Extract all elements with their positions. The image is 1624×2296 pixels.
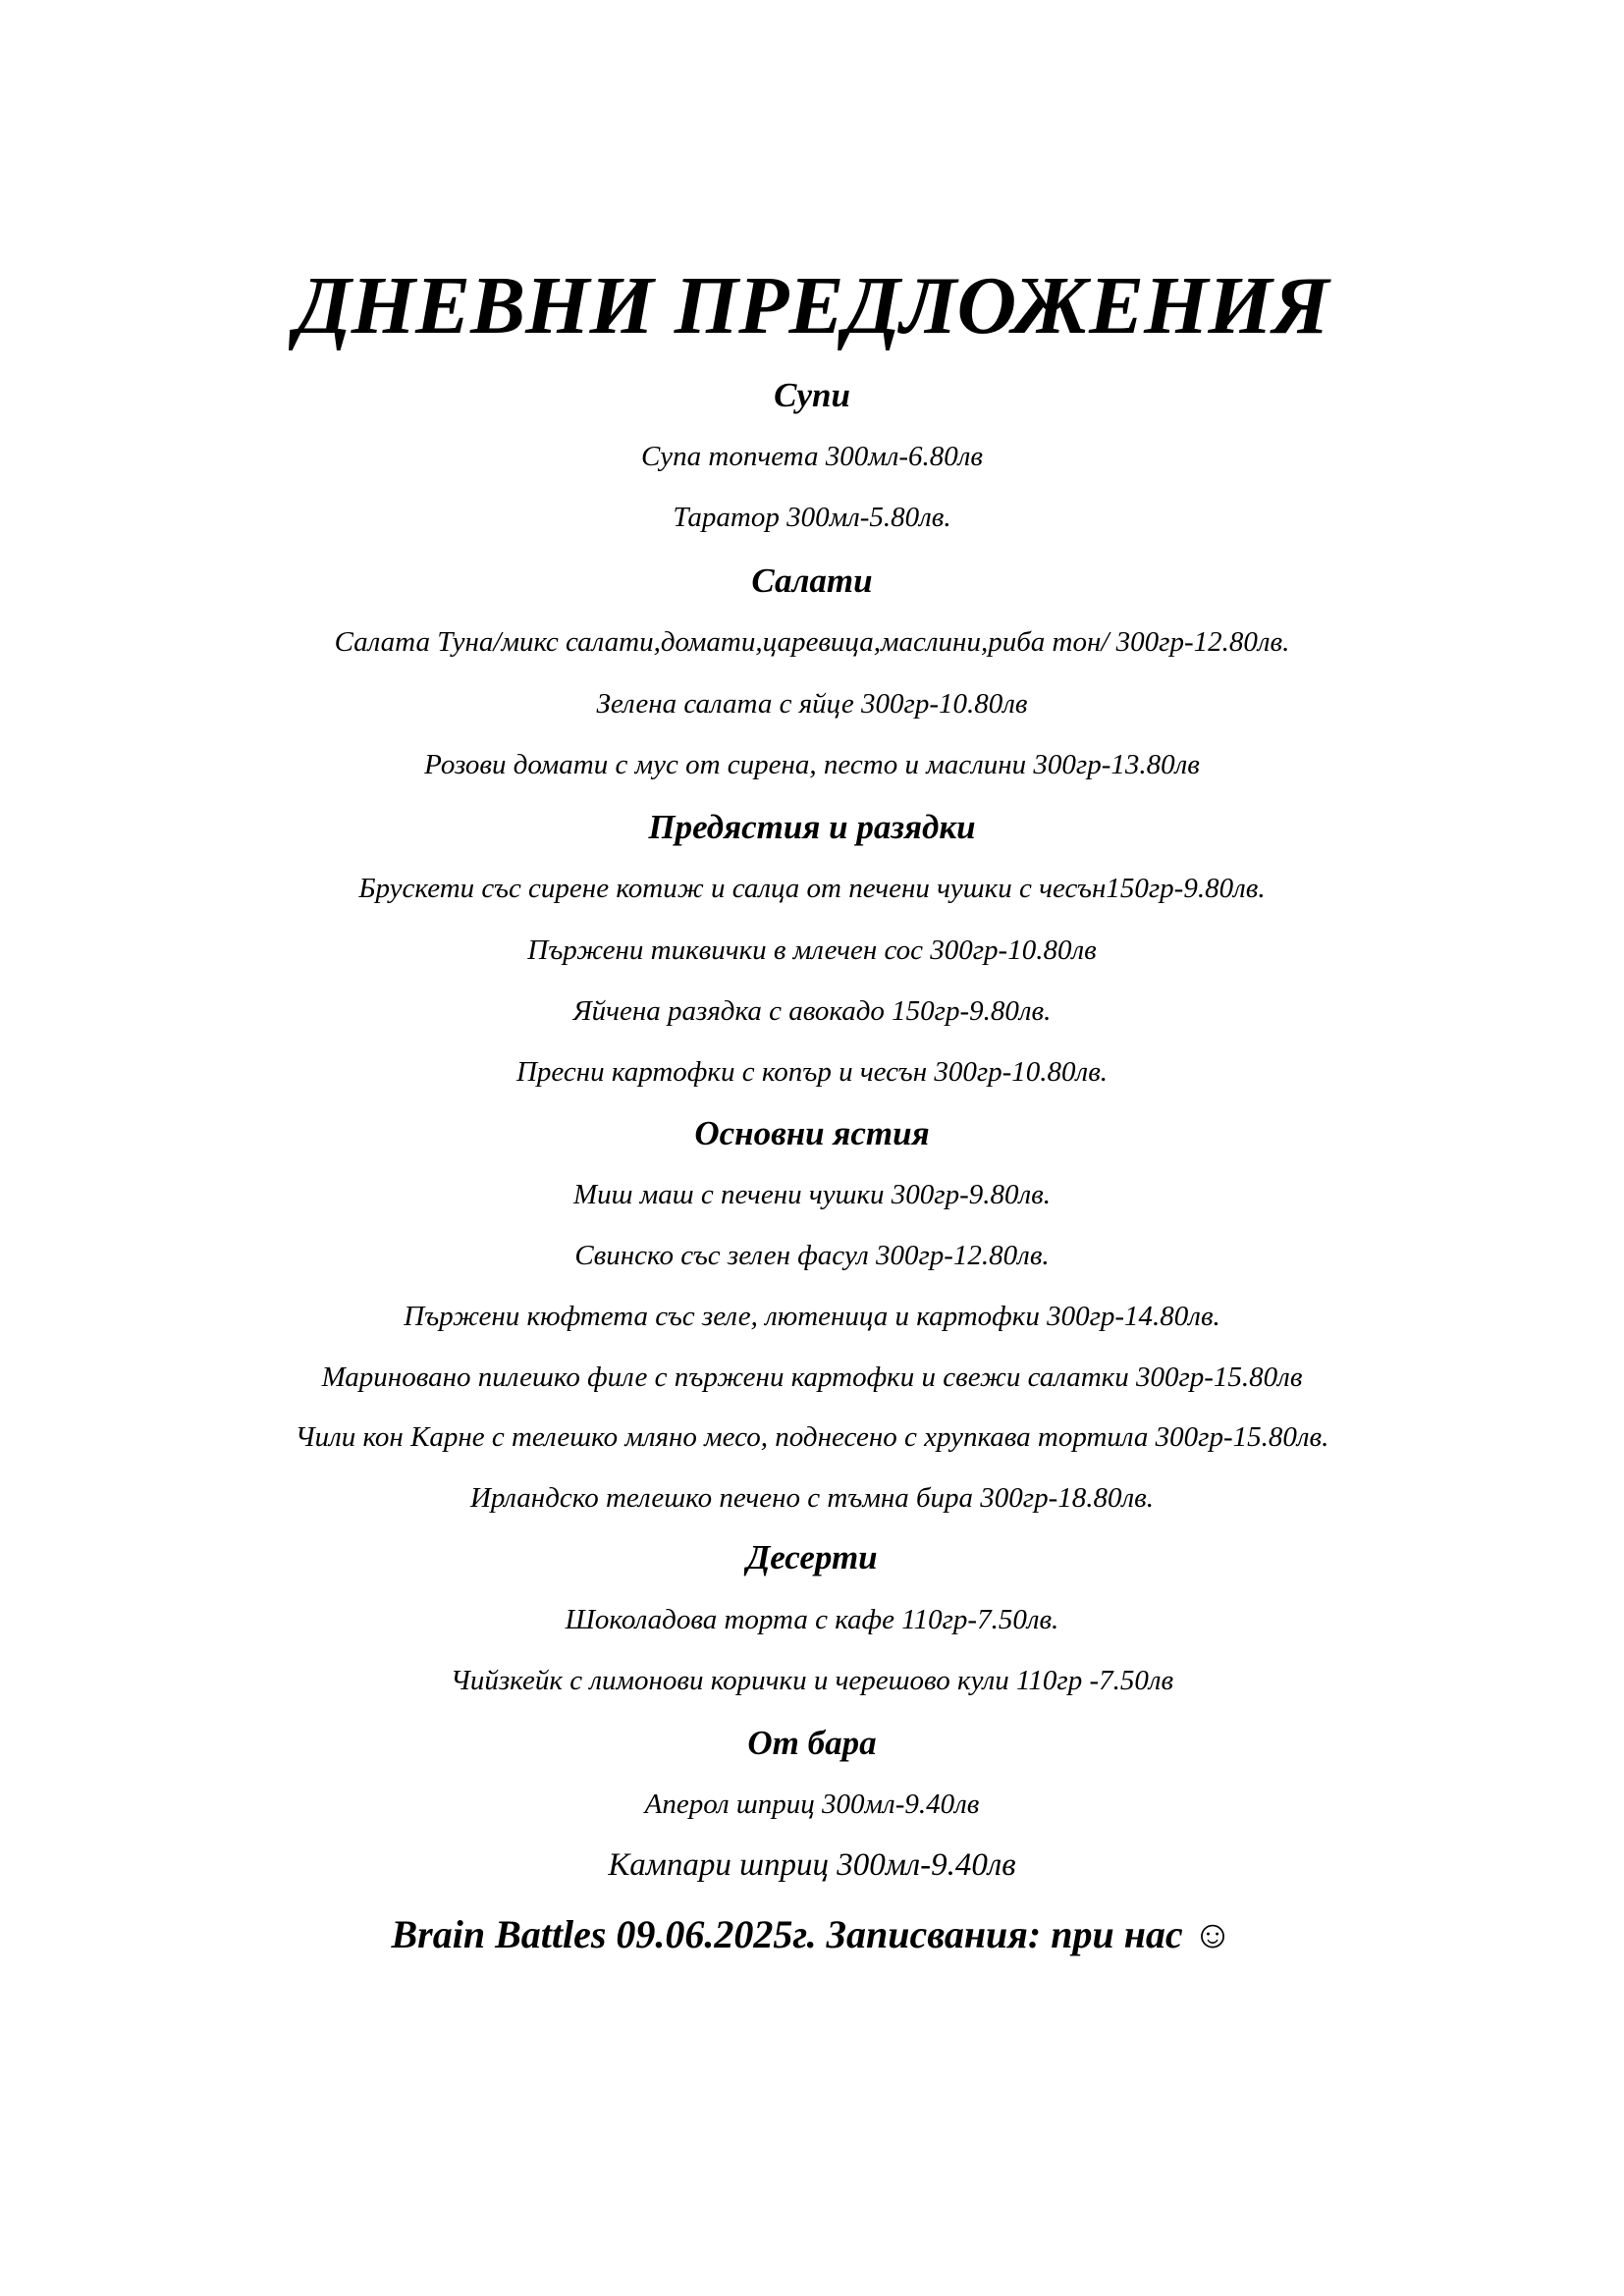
- menu-item: Брускети със сирене котиж и салца от печени чушки с чесън150гр-9.80лв.: [358, 873, 1266, 904]
- section-heading-salads: Салати: [751, 561, 873, 600]
- section-heading-starters: Предястия и разядки: [648, 808, 976, 846]
- section-heading-soups: Супи: [774, 376, 850, 414]
- menu-item: Розови домати с мус от сирена, песто и маслини 300гр-13.80лв: [424, 749, 1200, 780]
- menu-item: Салата Туна/микс салати,домати,царевица,маслини,риба тон/ 300гр-12.80лв.: [334, 626, 1290, 658]
- event-announcement: Brain Battles 09.06.2025г. Записвания: при нас ☺: [391, 1912, 1233, 1956]
- menu-item: Свинско със зелен фасул 300гр-12.80лв.: [574, 1240, 1050, 1271]
- section-heading-mains: Основни ястия: [694, 1114, 930, 1152]
- menu-item: Пържени кюфтета със зеле, лютеница и картофки 300гр-14.80лв.: [404, 1301, 1220, 1332]
- menu-item: Зелена салата с яйце 300гр-10.80лв: [596, 688, 1028, 720]
- menu-item: Таратор 300мл-5.80лв.: [673, 502, 951, 533]
- menu-item: Шоколадова торта с кафе 110гр-7.50лв.: [565, 1604, 1059, 1635]
- menu-item: Мариновано пилешко филе с пържени картофки и свежи салатки 300гр-15.80лв: [321, 1362, 1303, 1393]
- menu-item: Ирландско телешко печено с тъмна бира 300гр-18.80лв.: [469, 1482, 1155, 1514]
- menu-item: Пържени тиквички в млечен сос 300гр-10.80лв: [527, 934, 1097, 966]
- menu-item: Яйчена разядка с авокадо 150гр-9.80лв.: [572, 995, 1052, 1027]
- section-heading-bar: От бара: [747, 1724, 877, 1762]
- page-title: ДНЕВНИ ПРЕДЛОЖЕНИЯ: [295, 260, 1329, 351]
- menu-item: Кампари шприц 300мл-9.40лв: [608, 1847, 1016, 1883]
- menu-item: Чийзкейк с лимонови корички и черешово кули 110гр -7.50лв: [450, 1665, 1174, 1696]
- menu-item: Миш маш с печени чушки 300гр-9.80лв.: [572, 1179, 1052, 1210]
- menu-item: Чили кон Карне с телешко мляно месо, поднесено с хрупкава тортила 300гр-15.80лв.: [295, 1421, 1329, 1453]
- section-heading-desserts: Десерти: [746, 1538, 878, 1576]
- menu-item: Супа топчета 300мл-6.80лв: [640, 441, 984, 472]
- menu-item: Аперол шприц 300мл-9.40лв: [644, 1789, 980, 1820]
- menu-item: Пресни картофки с копър и чесън 300гр-10.80лв.: [515, 1056, 1109, 1088]
